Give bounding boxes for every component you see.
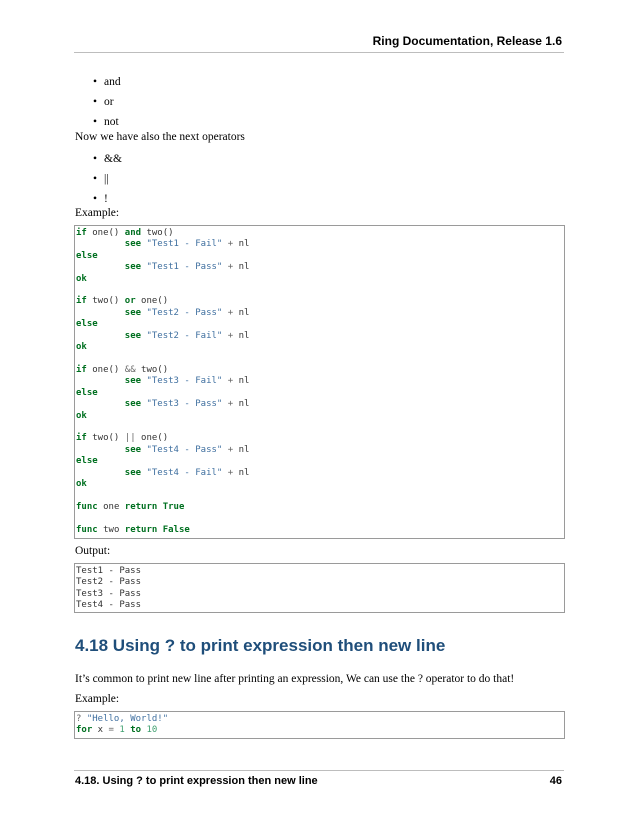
code-token: "Test1 - Fail"	[146, 239, 223, 250]
code-token: else	[76, 319, 98, 330]
code-token	[76, 262, 125, 272]
code-token: see	[124, 262, 142, 273]
code-token: +	[227, 330, 234, 341]
code-token: return	[124, 501, 158, 512]
page-number: 46	[549, 775, 562, 787]
code-token: +	[227, 239, 234, 250]
section-paragraph: It’s common to print new line after printing an expression, We can use the ? operator to do that!	[75, 673, 515, 685]
code-listing-print	[75, 714, 564, 737]
intro-paragraph: Now we have also the next operators	[75, 131, 245, 143]
code-token: one()	[86, 364, 125, 375]
code-token	[76, 239, 125, 249]
bullet-list-logical-words	[93, 74, 121, 134]
code-token: 1	[119, 725, 125, 736]
code-token: else	[76, 250, 98, 261]
code-token: "Test1 - Pass"	[146, 262, 223, 273]
code-line	[76, 433, 168, 443]
list-item: • not	[93, 114, 121, 134]
code-token: nl	[233, 330, 250, 341]
code-line	[76, 714, 168, 724]
code-token: see	[124, 467, 142, 478]
header-rule	[74, 52, 564, 53]
code-token: nl	[233, 376, 250, 387]
code-token: two()	[86, 296, 125, 307]
code-token: else	[76, 456, 98, 467]
list-item: • or	[93, 94, 121, 114]
code-listing	[75, 228, 564, 536]
code-token	[76, 331, 125, 341]
code-token: see	[124, 399, 142, 410]
code-line	[76, 331, 249, 341]
code-token: nl	[233, 444, 250, 455]
section-heading: 4.18 Using ? to print expression then new line	[75, 636, 446, 655]
code-line	[76, 308, 249, 318]
code-line	[76, 274, 87, 284]
code-line	[76, 411, 87, 421]
code-token: +	[227, 262, 234, 273]
code-token: to	[130, 725, 142, 736]
code-token: see	[124, 330, 142, 341]
bullet-list-symbol-operators	[93, 151, 122, 211]
code-token: +	[227, 467, 234, 478]
code-block-print	[74, 711, 565, 739]
code-token: two()	[135, 364, 169, 375]
list-item: • ||	[93, 171, 122, 191]
code-token: ok	[76, 478, 87, 489]
code-token: +	[227, 376, 234, 387]
code-token: nl	[233, 307, 250, 318]
code-line	[76, 239, 249, 249]
code-line	[76, 342, 87, 352]
example-label-2: Example:	[75, 693, 120, 705]
running-header: Ring Documentation, Release 1.6	[372, 34, 562, 48]
code-token: +	[227, 307, 234, 318]
code-block-output	[74, 563, 565, 613]
code-token: nl	[233, 239, 250, 250]
code-token: one()	[135, 433, 169, 444]
code-token: two()	[86, 433, 125, 444]
output-line: Test1 - Pass	[76, 566, 142, 576]
code-line	[76, 456, 98, 466]
code-line	[76, 365, 168, 375]
code-token: "Test3 - Fail"	[146, 376, 223, 387]
code-token: +	[227, 444, 234, 455]
code-line	[76, 262, 249, 272]
code-token	[76, 399, 125, 409]
code-token: ok	[76, 273, 87, 284]
example-label: Example:	[75, 207, 120, 219]
code-token: "Test2 - Fail"	[146, 330, 223, 341]
code-token: 10	[146, 725, 158, 736]
code-token: "Test3 - Pass"	[146, 399, 223, 410]
code-line	[76, 445, 249, 455]
code-line	[76, 296, 168, 306]
code-line	[76, 388, 98, 398]
code-token: =	[108, 725, 114, 736]
code-token: if	[76, 364, 87, 375]
code-token: ok	[76, 342, 87, 353]
code-token: func	[76, 524, 98, 535]
code-token: "Hello, World!"	[86, 714, 169, 724]
code-line	[76, 725, 157, 735]
code-token: see	[124, 307, 142, 318]
list-item: • and	[93, 74, 121, 94]
code-token: else	[76, 387, 98, 398]
code-token	[76, 468, 125, 478]
code-block-operators	[74, 225, 565, 539]
code-line	[76, 228, 174, 238]
code-token: one()	[135, 296, 169, 307]
code-token: "Test4 - Fail"	[146, 467, 223, 478]
code-token: one()	[86, 228, 125, 238]
code-token	[76, 376, 125, 386]
code-token: or	[124, 296, 136, 307]
code-token	[76, 445, 125, 455]
code-token: nl	[233, 467, 250, 478]
output-line: Test3 - Pass	[76, 588, 142, 599]
output-line: Test2 - Pass	[76, 577, 142, 588]
code-token: nl	[233, 262, 250, 273]
code-line	[76, 468, 249, 478]
code-line	[76, 319, 98, 329]
code-token: see	[124, 444, 142, 455]
code-line	[76, 502, 184, 512]
output-label: Output:	[75, 545, 111, 557]
code-token: nl	[233, 399, 250, 410]
code-token: two	[97, 524, 125, 535]
code-token: ||	[124, 433, 136, 444]
output-line: Test4 - Pass	[76, 600, 142, 611]
code-line	[76, 251, 98, 261]
code-token: True	[162, 501, 185, 512]
code-token: func	[76, 501, 98, 512]
code-token: "Test4 - Pass"	[146, 444, 223, 455]
list-item: • &&	[93, 151, 122, 171]
code-token	[76, 308, 125, 318]
code-token: +	[227, 399, 234, 410]
code-token: ok	[76, 410, 87, 421]
code-token: for	[76, 725, 93, 736]
code-token: &&	[124, 364, 136, 375]
footer-section-title: 4.18. Using ? to print expression then new line	[75, 775, 318, 787]
footer-rule	[74, 770, 564, 771]
code-line	[76, 479, 87, 489]
code-token: see	[124, 376, 142, 387]
code-token: if	[76, 228, 87, 238]
code-token: x	[92, 725, 109, 736]
code-token: "Test2 - Pass"	[146, 307, 223, 318]
code-line	[76, 376, 249, 386]
code-token: one	[97, 501, 125, 512]
code-token: ?	[76, 714, 82, 724]
code-line	[76, 525, 190, 535]
code-token: and	[124, 228, 142, 238]
code-token: if	[76, 433, 87, 444]
code-token: return	[124, 524, 158, 535]
list-item: • !	[93, 191, 122, 211]
code-token: two()	[141, 228, 174, 238]
code-line	[76, 399, 249, 409]
code-token: False	[162, 524, 190, 535]
code-token: see	[124, 239, 142, 250]
code-token: if	[76, 296, 87, 307]
output-listing	[75, 566, 564, 612]
